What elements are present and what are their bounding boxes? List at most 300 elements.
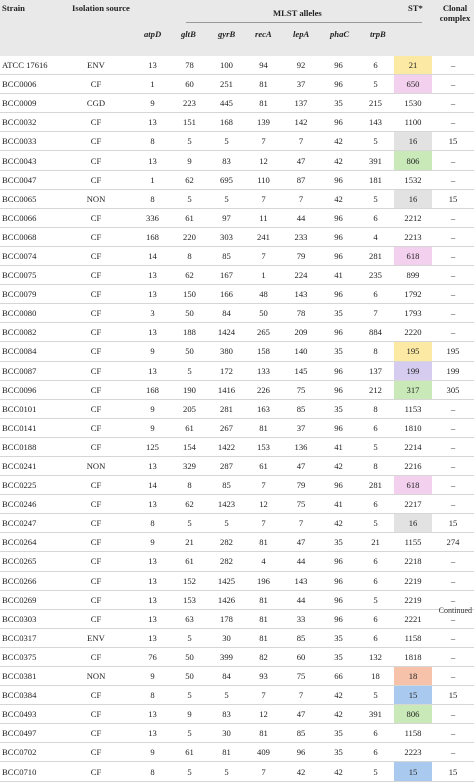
allele-cell-gltB: 153 [171, 590, 208, 609]
clonal-complex-cell: – [432, 399, 474, 418]
isolation-source-cell: CF [58, 266, 134, 285]
isolation-source-cell: CF [58, 418, 134, 437]
allele-cell-gltB: 220 [171, 227, 208, 246]
allele-cell-lepA: 47 [282, 705, 320, 724]
st-cell: 1530 [394, 94, 432, 113]
allele-cell-lepA: 224 [282, 266, 320, 285]
allele-cell-gltB: 205 [171, 399, 208, 418]
allele-cell-trpB: 6 [357, 208, 394, 227]
clonal-complex-cell: 15 [432, 686, 474, 705]
st-cell: 618 [394, 246, 432, 265]
allele-cell-phaC: 96 [320, 361, 357, 380]
table-row [0, 724, 474, 743]
strain-cell: BCC0241 [0, 456, 58, 475]
allele-cell-lepA: 137 [282, 94, 320, 113]
allele-cell-gyrB: 282 [208, 533, 245, 552]
table-row [0, 705, 474, 724]
clonal-complex-cell: 15 [432, 189, 474, 208]
clonal-complex-cell: – [432, 418, 474, 437]
table-row [0, 113, 474, 132]
allele-cell-trpB: 5 [357, 75, 394, 94]
isolation-source-cell: NON [58, 456, 134, 475]
allele-cell-gyrB: 84 [208, 304, 245, 323]
clonal-complex-cell: 15 [432, 762, 474, 781]
allele-cell-atpD: 13 [134, 323, 171, 342]
allele-cell-gltB: 5 [171, 762, 208, 781]
allele-cell-trpB: 143 [357, 113, 394, 132]
st-cell: 1810 [394, 418, 432, 437]
st-cell: 2214 [394, 437, 432, 456]
strain-cell: BCC0375 [0, 647, 58, 666]
isolation-source-cell: CF [58, 514, 134, 533]
allele-cell-trpB: 391 [357, 705, 394, 724]
allele-cell-recA: 153 [245, 437, 282, 456]
gene-header-atpD: atpD [144, 29, 162, 39]
strain-cell: BCC0266 [0, 571, 58, 590]
st-cell: 2212 [394, 208, 432, 227]
clonal-complex-cell: – [432, 151, 474, 170]
allele-cell-recA: 81 [245, 94, 282, 113]
allele-cell-recA: 12 [245, 495, 282, 514]
clonal-complex-cell: – [432, 75, 474, 94]
strain-cell: BCC0265 [0, 552, 58, 571]
strain-cell: BCC0066 [0, 208, 58, 227]
allele-cell-phaC: 42 [320, 151, 357, 170]
allele-cell-trpB: 5 [357, 686, 394, 705]
st-cell: 1793 [394, 304, 432, 323]
allele-cell-trpB: 6 [357, 724, 394, 743]
allele-cell-recA: 81 [245, 609, 282, 628]
allele-cell-gltB: 21 [171, 533, 208, 552]
allele-cell-gyrB: 178 [208, 609, 245, 628]
gene-header-gltB: gltB [181, 29, 196, 39]
allele-cell-recA: 7 [245, 514, 282, 533]
st-cell: 806 [394, 705, 432, 724]
mlst-alleles-header: MLST alleles [273, 8, 322, 18]
isolation-source-cell: ENV [58, 56, 134, 75]
allele-cell-phaC: 96 [320, 113, 357, 132]
allele-cell-gltB: 60 [171, 75, 208, 94]
allele-cell-trpB: 8 [357, 342, 394, 361]
st-cell: 2213 [394, 227, 432, 246]
clonal-complex-cell: 305 [432, 380, 474, 399]
table-row [0, 418, 474, 437]
allele-cell-recA: 81 [245, 590, 282, 609]
allele-cell-recA: 7 [245, 246, 282, 265]
allele-cell-lepA: 142 [282, 113, 320, 132]
allele-cell-trpB: 5 [357, 132, 394, 151]
allele-cell-trpB: 6 [357, 56, 394, 75]
allele-cell-lepA: 7 [282, 514, 320, 533]
allele-cell-phaC: 41 [320, 495, 357, 514]
table-row [0, 132, 474, 151]
allele-cell-lepA: 140 [282, 342, 320, 361]
allele-cell-trpB: 4 [357, 227, 394, 246]
allele-cell-gltB: 223 [171, 94, 208, 113]
allele-cell-phaC: 41 [320, 266, 357, 285]
allele-cell-gyrB: 1426 [208, 590, 245, 609]
allele-cell-phaC: 96 [320, 380, 357, 399]
allele-cell-gltB: 152 [171, 571, 208, 590]
strain-cell: BCC0032 [0, 113, 58, 132]
st-cell: 15 [394, 686, 432, 705]
clonal-complex-cell: – [432, 647, 474, 666]
strain-cell: BCC0084 [0, 342, 58, 361]
allele-cell-trpB: 8 [357, 456, 394, 475]
allele-cell-gyrB: 445 [208, 94, 245, 113]
allele-cell-lepA: 78 [282, 304, 320, 323]
strain-cell: BCC0009 [0, 94, 58, 113]
allele-cell-trpB: 212 [357, 380, 394, 399]
allele-cell-phaC: 35 [320, 94, 357, 113]
clonal-complex-cell: – [432, 285, 474, 304]
allele-cell-gyrB: 695 [208, 170, 245, 189]
strain-cell: BCC0068 [0, 227, 58, 246]
allele-cell-lepA: 92 [282, 56, 320, 75]
allele-cell-recA: 12 [245, 151, 282, 170]
allele-cell-phaC: 66 [320, 667, 357, 686]
isolation-source-cell: CF [58, 743, 134, 762]
table-row [0, 266, 474, 285]
allele-cell-recA: 139 [245, 113, 282, 132]
strain-cell: BCC0317 [0, 628, 58, 647]
allele-cell-lepA: 33 [282, 609, 320, 628]
allele-cell-gyrB: 281 [208, 399, 245, 418]
clonal-complex-cell: – [432, 628, 474, 647]
clonal-complex-cell: – [432, 170, 474, 189]
strain-cell: BCC0493 [0, 705, 58, 724]
st-cell: 618 [394, 476, 432, 495]
strain-cell: BCC0075 [0, 266, 58, 285]
allele-cell-atpD: 13 [134, 266, 171, 285]
clonal-complex-cell: 199 [432, 361, 474, 380]
allele-cell-lepA: 143 [282, 571, 320, 590]
isolation-source-cell: CF [58, 285, 134, 304]
allele-cell-atpD: 13 [134, 285, 171, 304]
allele-cell-atpD: 13 [134, 552, 171, 571]
strain-cell: BCC0264 [0, 533, 58, 552]
clonal-complex-cell: – [432, 437, 474, 456]
allele-cell-gyrB: 267 [208, 418, 245, 437]
clonal-complex-cell: 15 [432, 132, 474, 151]
allele-cell-lepA: 47 [282, 533, 320, 552]
clonal-complex-cell: – [432, 609, 474, 628]
strain-cell: BCC0033 [0, 132, 58, 151]
allele-cell-phaC: 41 [320, 437, 357, 456]
table-row [0, 667, 474, 686]
allele-cell-gltB: 151 [171, 113, 208, 132]
allele-cell-trpB: 8 [357, 399, 394, 418]
isolation-source-cell: CF [58, 495, 134, 514]
allele-cell-phaC: 42 [320, 514, 357, 533]
allele-cell-atpD: 13 [134, 628, 171, 647]
allele-cell-gyrB: 168 [208, 113, 245, 132]
allele-cell-gyrB: 1416 [208, 380, 245, 399]
isolation-source-cell: CF [58, 323, 134, 342]
allele-cell-gyrB: 5 [208, 132, 245, 151]
strain-cell: BCC0246 [0, 495, 58, 514]
allele-cell-phaC: 96 [320, 609, 357, 628]
st-cell: 2223 [394, 743, 432, 762]
allele-cell-atpD: 76 [134, 647, 171, 666]
allele-cell-lepA: 75 [282, 667, 320, 686]
st-cell: 650 [394, 75, 432, 94]
st-cell: 1153 [394, 399, 432, 418]
allele-cell-recA: 7 [245, 686, 282, 705]
allele-cell-atpD: 9 [134, 667, 171, 686]
table-row [0, 151, 474, 170]
st-cell: 1155 [394, 533, 432, 552]
allele-cell-phaC: 35 [320, 647, 357, 666]
clonal-complex-cell: – [432, 323, 474, 342]
allele-cell-recA: 196 [245, 571, 282, 590]
st-cell: 2217 [394, 495, 432, 514]
allele-cell-phaC: 42 [320, 762, 357, 781]
allele-cell-atpD: 3 [134, 304, 171, 323]
strain-cell: BCC0141 [0, 418, 58, 437]
table-row [0, 75, 474, 94]
allele-cell-gltB: 61 [171, 418, 208, 437]
clonal-complex-cell: – [432, 667, 474, 686]
allele-cell-trpB: 18 [357, 667, 394, 686]
allele-cell-gltB: 50 [171, 304, 208, 323]
allele-cell-lepA: 42 [282, 762, 320, 781]
allele-cell-gyrB: 30 [208, 724, 245, 743]
clonal-complex-cell: – [432, 304, 474, 323]
table-row [0, 609, 474, 628]
allele-cell-trpB: 5 [357, 189, 394, 208]
clonal-complex-cell: 274 [432, 533, 474, 552]
table-row [0, 552, 474, 571]
st-cell: 899 [394, 266, 432, 285]
st-cell: 1158 [394, 628, 432, 647]
allele-cell-recA: 241 [245, 227, 282, 246]
allele-cell-lepA: 75 [282, 495, 320, 514]
table-row [0, 380, 474, 399]
allele-cell-lepA: 47 [282, 151, 320, 170]
clonal-complex-cell: 195 [432, 342, 474, 361]
st-cell: 16 [394, 132, 432, 151]
strain-cell: BCC0096 [0, 380, 58, 399]
table-row [0, 170, 474, 189]
allele-cell-gltB: 5 [171, 361, 208, 380]
table-row [0, 590, 474, 609]
allele-cell-atpD: 8 [134, 514, 171, 533]
clonal-complex-header: Clonal complex [439, 3, 471, 23]
allele-cell-gltB: 5 [171, 724, 208, 743]
st-cell: 2219 [394, 571, 432, 590]
allele-cell-recA: 61 [245, 456, 282, 475]
allele-cell-lepA: 96 [282, 743, 320, 762]
allele-cell-atpD: 13 [134, 705, 171, 724]
table-row [0, 514, 474, 533]
allele-cell-gyrB: 287 [208, 456, 245, 475]
allele-cell-gltB: 8 [171, 476, 208, 495]
st-cell: 1792 [394, 285, 432, 304]
allele-cell-phaC: 35 [320, 399, 357, 418]
table-row [0, 437, 474, 456]
isolation-source-cell: NON [58, 189, 134, 208]
allele-cell-gyrB: 399 [208, 647, 245, 666]
allele-cell-trpB: 137 [357, 361, 394, 380]
allele-cell-gltB: 61 [171, 552, 208, 571]
allele-cell-lepA: 136 [282, 437, 320, 456]
st-cell: 1818 [394, 647, 432, 666]
table-row [0, 304, 474, 323]
clonal-complex-cell: – [432, 208, 474, 227]
allele-cell-lepA: 145 [282, 361, 320, 380]
allele-cell-atpD: 9 [134, 533, 171, 552]
strain-cell: ATCC 17616 [0, 56, 58, 75]
allele-cell-recA: 50 [245, 304, 282, 323]
table-row [0, 533, 474, 552]
isolation-source-cell: CF [58, 571, 134, 590]
allele-cell-gyrB: 85 [208, 476, 245, 495]
isolation-source-cell: CF [58, 476, 134, 495]
gene-header-trpB: trpB [370, 29, 386, 39]
allele-cell-gltB: 62 [171, 266, 208, 285]
allele-cell-atpD: 8 [134, 132, 171, 151]
allele-cell-recA: 163 [245, 399, 282, 418]
allele-cell-phaC: 42 [320, 189, 357, 208]
allele-cell-gltB: 61 [171, 208, 208, 227]
allele-cell-recA: 81 [245, 75, 282, 94]
allele-cell-recA: 7 [245, 762, 282, 781]
clonal-complex-cell: 15 [432, 514, 474, 533]
allele-cell-gyrB: 5 [208, 189, 245, 208]
allele-cell-recA: 81 [245, 533, 282, 552]
strain-cell: BCC0188 [0, 437, 58, 456]
allele-cell-lepA: 37 [282, 418, 320, 437]
isolation-source-cell: CF [58, 170, 134, 189]
strain-cell: BCC0082 [0, 323, 58, 342]
allele-cell-gyrB: 81 [208, 743, 245, 762]
allele-cell-gltB: 62 [171, 170, 208, 189]
st-cell: 21 [394, 56, 432, 75]
allele-cell-atpD: 8 [134, 686, 171, 705]
allele-cell-atpD: 13 [134, 495, 171, 514]
allele-cell-gyrB: 1425 [208, 571, 245, 590]
allele-cell-gltB: 5 [171, 514, 208, 533]
table-row [0, 647, 474, 666]
st-cell: 1532 [394, 170, 432, 189]
st-header: ST* [408, 3, 423, 13]
isolation-source-cell: CF [58, 609, 134, 628]
isolation-source-header: Isolation source [72, 3, 130, 13]
strain-cell: BCC0269 [0, 590, 58, 609]
allele-cell-gltB: 9 [171, 151, 208, 170]
allele-cell-gltB: 150 [171, 285, 208, 304]
strain-header: Strain [2, 3, 25, 13]
st-cell: 199 [394, 361, 432, 380]
isolation-source-cell: CF [58, 132, 134, 151]
isolation-source-cell: CF [58, 246, 134, 265]
clonal-complex-cell: – [432, 724, 474, 743]
allele-cell-gyrB: 84 [208, 667, 245, 686]
allele-cell-trpB: 235 [357, 266, 394, 285]
allele-cell-recA: 93 [245, 667, 282, 686]
allele-cell-atpD: 13 [134, 361, 171, 380]
allele-cell-phaC: 96 [320, 418, 357, 437]
strain-cell: BCC0065 [0, 189, 58, 208]
st-cell: 2218 [394, 552, 432, 571]
allele-cell-gltB: 62 [171, 495, 208, 514]
isolation-source-cell: CF [58, 380, 134, 399]
allele-cell-atpD: 13 [134, 56, 171, 75]
allele-cell-lepA: 75 [282, 380, 320, 399]
allele-cell-phaC: 96 [320, 56, 357, 75]
table-row [0, 571, 474, 590]
allele-cell-phaC: 35 [320, 743, 357, 762]
table-row [0, 743, 474, 762]
isolation-source-cell: CF [58, 227, 134, 246]
isolation-source-cell: CF [58, 342, 134, 361]
isolation-source-cell: CF [58, 552, 134, 571]
strain-cell: BCC0079 [0, 285, 58, 304]
table-row [0, 227, 474, 246]
allele-cell-recA: 265 [245, 323, 282, 342]
allele-cell-atpD: 336 [134, 208, 171, 227]
allele-cell-trpB: 884 [357, 323, 394, 342]
allele-cell-lepA: 7 [282, 686, 320, 705]
allele-cell-lepA: 85 [282, 399, 320, 418]
allele-cell-gltB: 63 [171, 609, 208, 628]
st-cell: 1158 [394, 724, 432, 743]
allele-cell-recA: 81 [245, 418, 282, 437]
allele-cell-gyrB: 83 [208, 151, 245, 170]
isolation-source-cell: CF [58, 590, 134, 609]
table-row [0, 456, 474, 475]
table-body [0, 56, 474, 781]
isolation-source-cell: CF [58, 686, 134, 705]
allele-cell-gltB: 5 [171, 132, 208, 151]
allele-cell-phaC: 42 [320, 456, 357, 475]
allele-cell-recA: 48 [245, 285, 282, 304]
st-cell: 2216 [394, 456, 432, 475]
allele-cell-gltB: 190 [171, 380, 208, 399]
allele-cell-atpD: 168 [134, 227, 171, 246]
table-row [0, 56, 474, 75]
allele-cell-atpD: 9 [134, 342, 171, 361]
table-row [0, 323, 474, 342]
clonal-complex-cell: – [432, 705, 474, 724]
allele-cell-recA: 7 [245, 132, 282, 151]
allele-cell-recA: 158 [245, 342, 282, 361]
allele-cell-phaC: 96 [320, 323, 357, 342]
allele-cell-phaC: 96 [320, 552, 357, 571]
strain-cell: BCC0074 [0, 246, 58, 265]
strain-cell: BCC0247 [0, 514, 58, 533]
allele-cell-gyrB: 5 [208, 762, 245, 781]
table-row [0, 361, 474, 380]
allele-cell-phaC: 96 [320, 170, 357, 189]
clonal-complex-cell: – [432, 56, 474, 75]
strain-cell: BCC0080 [0, 304, 58, 323]
table-row [0, 476, 474, 495]
st-cell: 1100 [394, 113, 432, 132]
allele-cell-gyrB: 303 [208, 227, 245, 246]
allele-cell-gyrB: 83 [208, 705, 245, 724]
allele-cell-phaC: 35 [320, 628, 357, 647]
allele-cell-trpB: 6 [357, 285, 394, 304]
allele-cell-lepA: 209 [282, 323, 320, 342]
strain-cell: BCC0381 [0, 667, 58, 686]
allele-cell-gyrB: 30 [208, 628, 245, 647]
allele-cell-gltB: 8 [171, 246, 208, 265]
allele-cell-recA: 7 [245, 189, 282, 208]
allele-cell-recA: 12 [245, 705, 282, 724]
allele-cell-lepA: 85 [282, 724, 320, 743]
